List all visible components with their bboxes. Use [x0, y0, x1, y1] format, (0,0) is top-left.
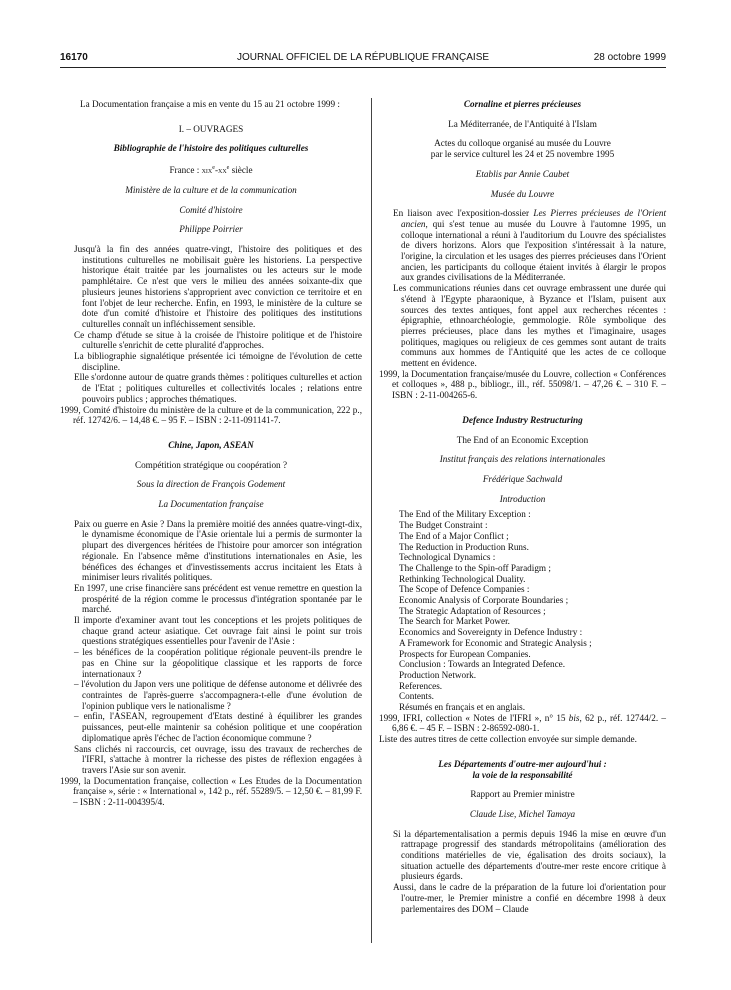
header-rule — [60, 67, 666, 68]
right-column — [379, 99, 666, 914]
book-paragraph: Paix ou guerre en Asie ? Dans la première moitié des années quatre-vingt-dix, le dynamisme économique de l'Asie orientale lui a permis de surmonter la plupart des divergences héritées de l'histoire pour amorcer son intégration régionale. En l'absence même d'institutions internationales en Asie, les bénéfices des échanges et d'investissements accrus incitaient les Etats à minimiser leurs rivalités politiques. — [74, 518, 362, 583]
book-title: la voie de la responsabilité — [472, 769, 573, 780]
toc-item: Production Network. — [399, 669, 477, 680]
page-header — [60, 52, 666, 66]
toc-item: The Budget Constraint : — [399, 520, 488, 531]
book-reference: 1999, Comité d'histoire du ministère de la culture et de la communication, 222 p., réf. 12742/6. – 14,48 €. – 95 F. – ISBN : 2-11-091141-7. — [60, 404, 362, 426]
toc-item: Conclusion : Towards an Integrated Defence. — [399, 659, 566, 670]
toc-item: Résumés en français et en anglais. — [399, 702, 526, 713]
book-reference: 1999, la Documentation française, collection « Les Etudes de la Documentation française », série : « International », 142 p., réf. 55289/5. – 12,50 €. – 81,99 F. – ISBN : 2-11-004395/4. — [60, 775, 362, 808]
book-paragraph: Ce champ d'étude se situe à la croisée de l'histoire politique et de l'histoire culturelle s'enrichit de cette pluralité d'approches. — [74, 329, 362, 351]
book-subtitle: The End of an Economic Exception — [456, 434, 589, 445]
bullet-item: – l'évolution du Japon vers une politique de défense autonome et délivrée des contraintes de l'après-guerre s'accompagnera-t-elle d'une évolution de l'opinion publique vers le nationalisme ? — [74, 679, 362, 711]
journal-title: JOURNAL OFFICIEL DE LA RÉPUBLIQUE FRANÇAISE — [236, 52, 490, 63]
toc-item: The Scope of Defence Companies : — [399, 584, 530, 595]
book-reference: 1999, la Documentation française/musée du Louvre, collection « Conférences et colloques », 488 p., bibliogr., ill., réf. 55098/1. – 47,26 €. – 310 F. – ISBN : 2-11-004265-6. — [379, 368, 666, 401]
table-of-contents — [379, 509, 666, 712]
book-note: Liste des autres titres de cette collection envoyée sur simple demande. — [379, 734, 637, 745]
book-paragraph: Aussi, dans le cadre de la préparation de la future loi d'orientation pour l'outre-mer, le Premier ministre a confié en décembre 1998 à deux parlementaires des DOM – Claude — [393, 882, 666, 914]
toc-item: The Challenge to the Spin-off Paradigm ; — [399, 562, 551, 573]
toc-item: The Search for Market Power. — [399, 616, 510, 627]
toc-item: Rethinking Technological Duality. — [399, 573, 526, 584]
bullet-item: – les bénéfices de la coopération politique régionale peuvent-ils prendre le pas en Chine sur la géopolitique classique et les rapports de force internationaux ? — [74, 647, 362, 679]
book-title: Chine, Japon, ASEAN — [168, 439, 254, 450]
toc-item: Economics and Sovereignty in Defence Industry : — [399, 627, 583, 638]
book-publisher: Institut français des relations internationales — [439, 454, 606, 465]
book-title: Bibliographie de l'histoire des politiques culturelles — [113, 143, 309, 154]
book-paragraph: Il importe d'examiner avant tout les conceptions et les projets politiques de chaque grand acteur asiatique. Cet ouvrage fait ainsi le point sur trois questions stratégiques essentielles pour l'avenir de l'Asie : — [74, 615, 362, 647]
book-title: Les Départements d'outre-mer aujourd'hui : — [438, 758, 607, 769]
toc-item: Prospects for European Companies. — [399, 648, 531, 659]
book-paragraph: Elle s'ordonne autour de quatre grands thèmes : politiques culturelles et action de l'Etat ; politiques culturelles et collectivités locales ; relations entre pouvoirs publics ; approches thématiques. — [74, 372, 362, 404]
page-number: 16170 — [60, 52, 88, 63]
toc-item: Technological Dynamics : — [399, 552, 496, 563]
book-paragraph: Les communications réunies dans cet ouvrage embrassent une durée qui s'étend à l'Egypte pharaonique, à Byzance et l'Islam, puisent aux sources des textes antiques, font appel aux recherches récentes : épigraphie, ethnoarchéologie, gemmologie. Rôle symbolique des pierres précieuses, place dans les mythes et l'imaginaire, usages politiques, magiques ou religieux de ces gemmes sont autant de traits communs aux hommes de l'Antiquité que les actes de ce colloque mettent en évidence. — [393, 283, 666, 369]
column-divider — [371, 98, 372, 943]
toc-item: The Strategic Adaptation of Resources ; — [399, 605, 546, 616]
book-reference: 1999, IFRI, collection « Notes de l'IFRI », n° 15 bis, 62 p., réf. 12744/2. – 6,86 €. – 45 F. – ISBN : 2-86592-080-1. — [379, 712, 666, 734]
book-paragraph: Jusqu'à la fin des années quatre-vingt, l'histoire des politiques et des institutions culturelles ne mobilisait guère les historiens. La perspective historique était traitée par les journalistes ou les acteurs sur le mode pamphlétaire. Ce n'est que vers le milieu des années soixante-dix que plusieurs jeunes historiens s'approprient avec conviction ce territoire et en font l'objet de leur recherche. Enfin, en 1993, le ministère de la culture se dote d'un comité d'histoire et l'histoire des politiques des institutions culturelles connaît un infléchissement sensible. — [74, 243, 362, 329]
bullet-item: – enfin, l'ASEAN, regroupement d'Etats destiné à équilibrer les grandes puissances, peut-elle maintenir sa cohésion politique et une coopération diplomatique après l'échec de l'action économique commune ? — [74, 711, 362, 743]
issue-date: 28 octobre 1999 — [593, 52, 666, 63]
book-paragraph: En liaison avec l'exposition-dossier Les Pierres précieuses de l'Orient ancien, qui s'est tenue au musée du Louvre à l'automne 1995, un colloque international a réuni à l'auditorium du Louvre des spécialistes de divers horizons. Alors que l'exposition s'intéressait à la nature, l'origine, la circulation et les usages des pierres précieuses dans l'Orient ancien, les participants du colloque étaient invités à élargir le propos aux grandes civilisations de la Méditerranée. — [393, 208, 666, 283]
toc-item: Contents. — [399, 691, 434, 702]
book-committee: Comité d'histoire — [179, 204, 243, 215]
book-subtitle: La Méditerranée, de l'Antiquité à l'Islam — [448, 118, 597, 129]
toc-item: The End of a Major Conflict ; — [399, 530, 509, 541]
book-paragraph: Si la départementalisation a permis depuis 1946 la mise en œuvre d'un rattrapage progressif des standards métropolitains (amélioration des conditions matérielles de vie, égalisation des droits sociaux), la situation actuelle des départements d'outre-mer reste encore critique à plusieurs égards. — [393, 828, 666, 882]
book-author: Frédérique Sachwald — [482, 473, 563, 484]
book-subtitle: France : $xix^e-xx^e$ siècle — [169, 165, 253, 176]
book-direction: Sous la direction de François Godement — [136, 479, 286, 490]
book-subtitle: Compétition stratégique ou coopération ? — [134, 459, 288, 470]
book-author: Claude Lise, Michel Tamaya — [469, 808, 576, 819]
toc-item: References. — [399, 680, 443, 691]
book-description: Actes du colloque organisé au musée du Louvre — [434, 138, 611, 149]
toc-item: Economic Analysis of Corporate Boundaries ; — [399, 595, 569, 606]
book-title: Cornaline et pierres précieuses — [463, 99, 582, 109]
book-description: par le service culturel les 24 et 25 novembre 1995 — [430, 149, 615, 160]
toc-item: The Reduction in Production Runs. — [399, 541, 529, 552]
book-publisher: Musée du Louvre — [490, 188, 555, 199]
intro-text: La Documentation française a mis en vente du 15 au 21 octobre 1999 : — [80, 99, 340, 109]
book-intro-label: Introduction — [499, 493, 546, 504]
toc-item: A Framework for Economic and Strategic Analysis ; — [399, 637, 592, 648]
book-paragraph: En 1997, une crise financière sans précédent est venue remettre en question la prospérité de la région comme le processus d'intégration spontanée par le marché. — [74, 582, 362, 615]
left-column — [60, 99, 362, 808]
book-publisher: La Documentation française — [158, 499, 264, 510]
book-title: Defence Industry Restructuring — [462, 414, 583, 425]
book-paragraph: La bibliographie signalétique présentée ici témoigne de l'évolution de cette discipline. — [74, 351, 362, 372]
book-editor: Etablis par Annie Caubet — [475, 168, 570, 179]
book-paragraph: Sans clichés ni raccourcis, cet ouvrage, issu des travaux de recherches de l'IFRI, s'attache à montrer la richesse des pistes de réflexion engagées à travers l'Asie sur son avenir. — [74, 743, 362, 775]
book-subtitle: Rapport au Premier ministre — [470, 789, 575, 800]
section-heading: I. – OUVRAGES — [178, 123, 244, 134]
book-publisher: Ministère de la culture et de la communication — [125, 184, 297, 195]
toc-item: The End of the Military Exception : — [399, 509, 531, 520]
book-author: Philippe Poirrier — [179, 224, 243, 235]
